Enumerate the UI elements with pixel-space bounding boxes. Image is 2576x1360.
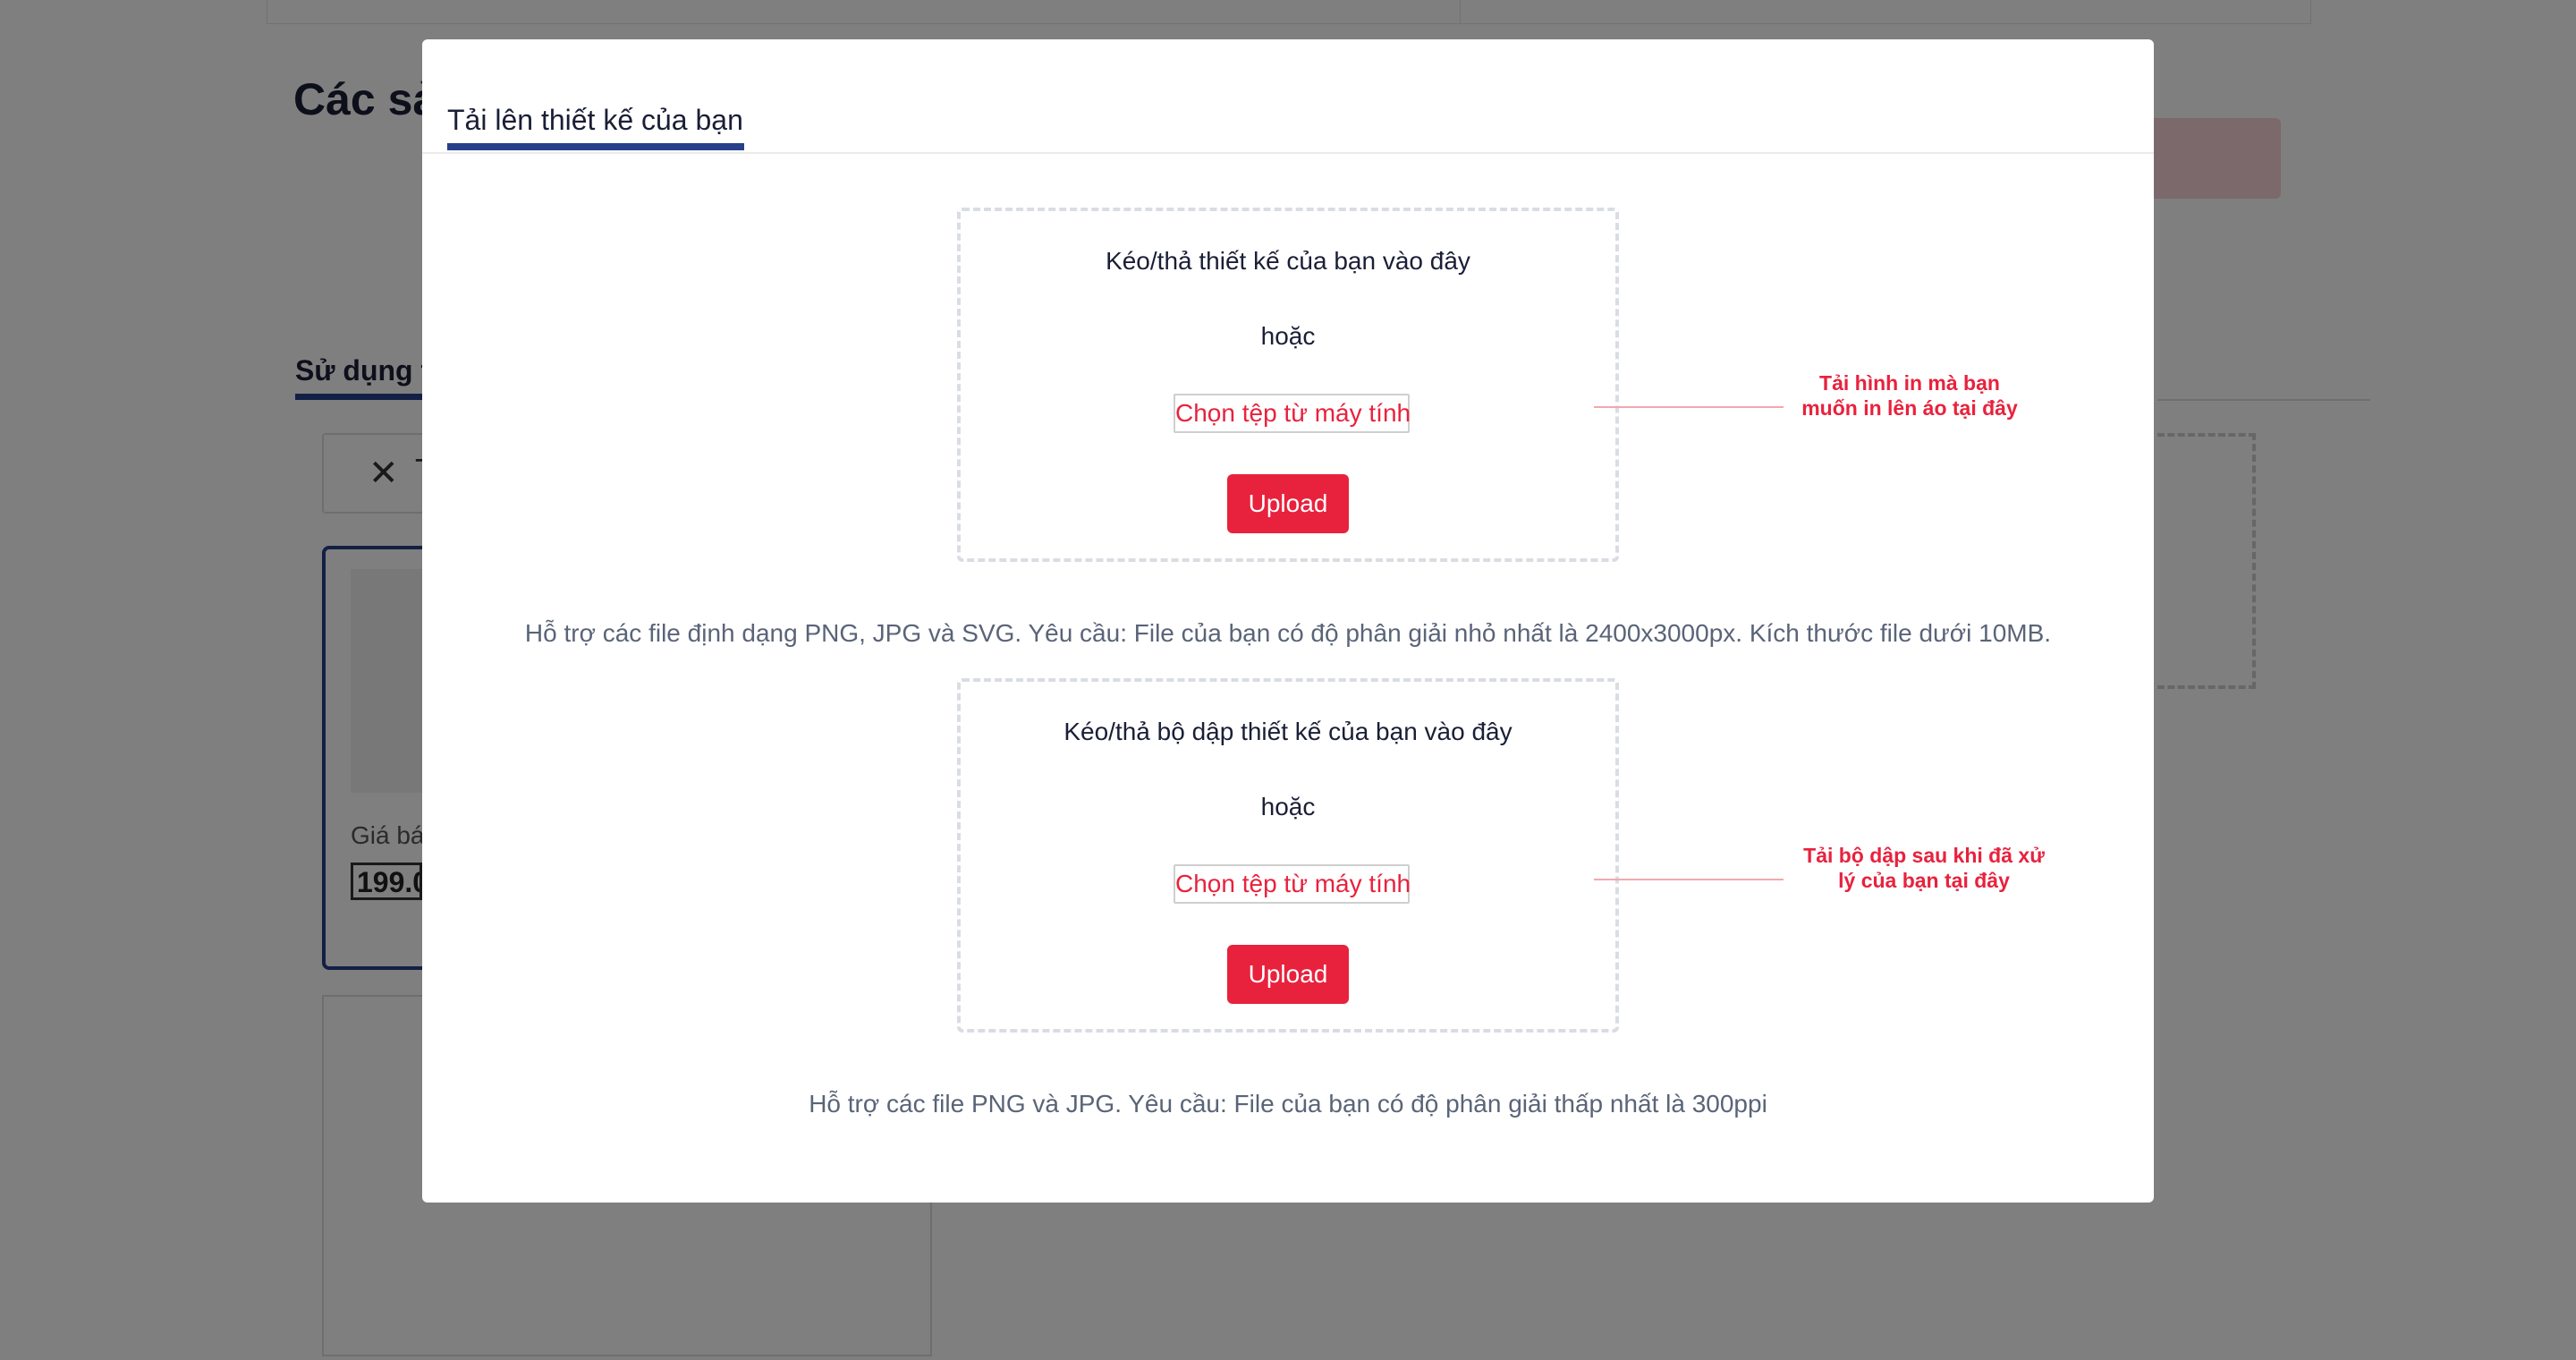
design-or-text: hoặc [1260,322,1316,350]
design-upload-button[interactable]: Upload [1227,474,1349,533]
modal-tab-underline [447,143,744,150]
design-annotation: Tải hình in mà bạn muốn in lên áo tại đây [1801,371,2018,420]
design-help-text: Hỗ trợ các file định dạng PNG, JPG và SVG. Yêu cầu: File của bạn có độ phân giải nhỏ nhất là 2400x3000px. Kích thước file dưới 10MB. [524,619,2052,647]
stamp-upload-button[interactable]: Upload [1227,945,1349,1004]
stamp-annotation: Tải bộ dập sau khi đã xử lý của bạn tại đây [1803,844,2045,892]
stamp-annotation-line [1594,879,1784,880]
modal-header-divider [422,152,2154,154]
design-annotation-line [1594,406,1784,408]
design-choose-file-button[interactable]: Chọn tệp từ máy tính [1174,394,1410,433]
stamp-dropzone[interactable] [957,678,1619,1033]
design-dropzone[interactable] [957,208,1619,562]
stamp-drop-text: Kéo/thả bộ dập thiết kế của bạn vào đây [1063,718,1513,745]
design-drop-text: Kéo/thả thiết kế của bạn vào đây [1106,247,1470,275]
stamp-help-text: Hỗ trợ các file PNG và JPG. Yêu cầu: File của bạn có độ phân giải thấp nhất là 300ppi [809,1090,1767,1118]
stamp-choose-file-button[interactable]: Chọn tệp từ máy tính [1174,864,1410,904]
stamp-or-text: hoặc [1260,793,1316,820]
modal-title-tab[interactable]: Tải lên thiết kế của bạn [447,104,743,136]
